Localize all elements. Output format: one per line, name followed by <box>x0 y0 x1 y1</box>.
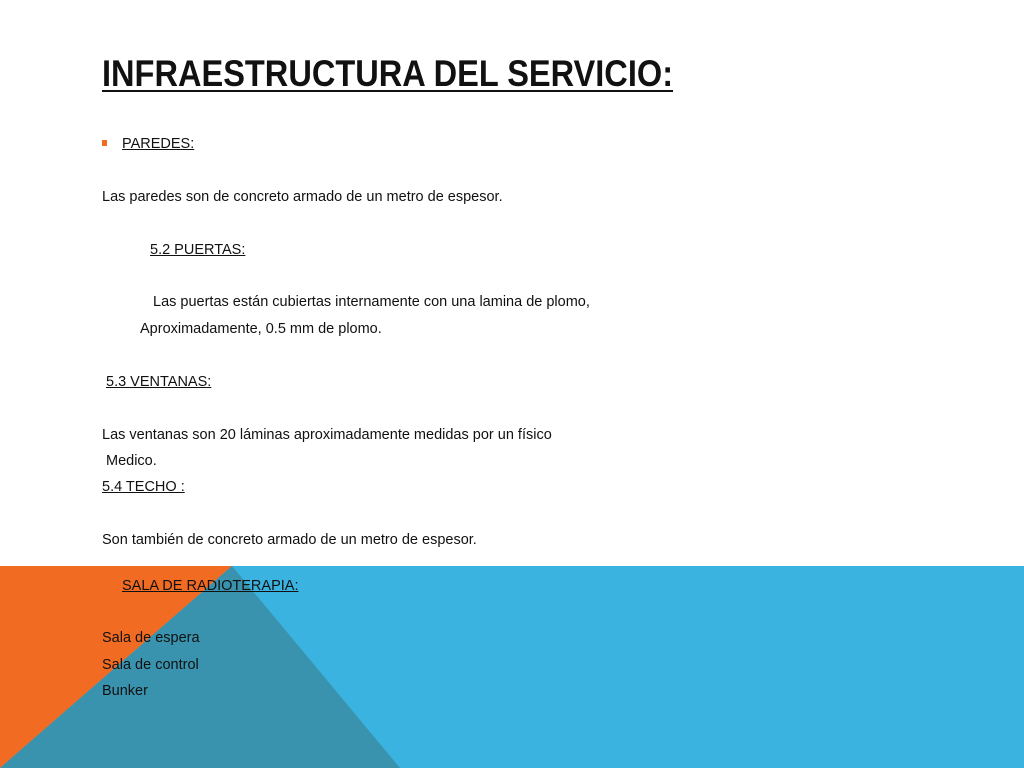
ventanas-text-line-2: Medico. <box>106 453 157 469</box>
sala-item: Sala de control <box>102 657 199 673</box>
paredes-heading: PAREDES: <box>122 136 195 152</box>
techo-text: Son también de concreto armado de un metro de espesor. <box>102 532 477 548</box>
slide-title: INFRAESTRUCTURA DEL SERVICIO: <box>102 53 674 94</box>
sala-item: Sala de espera <box>102 630 200 646</box>
bullet-square-icon <box>102 140 107 146</box>
puertas-text-line-1: Las puertas están cubiertas internamente con una lamina de plomo, <box>153 294 590 310</box>
sala-heading: SALA DE RADIOTERAPIA: <box>122 578 299 594</box>
puertas-text-line-2: Aproximadamente, 0.5 mm de plomo. <box>140 321 382 337</box>
paredes-text: Las paredes son de concreto armado de un metro de espesor. <box>102 189 503 205</box>
techo-heading: 5.4 TECHO : <box>102 479 185 495</box>
ventanas-heading: 5.3 VENTANAS: <box>106 374 212 390</box>
puertas-heading: 5.2 PUERTAS: <box>150 242 246 258</box>
sala-item: Bunker <box>102 683 148 699</box>
ventanas-text-line-1: Las ventanas son 20 láminas aproximadamente medidas por un físico <box>102 427 552 443</box>
